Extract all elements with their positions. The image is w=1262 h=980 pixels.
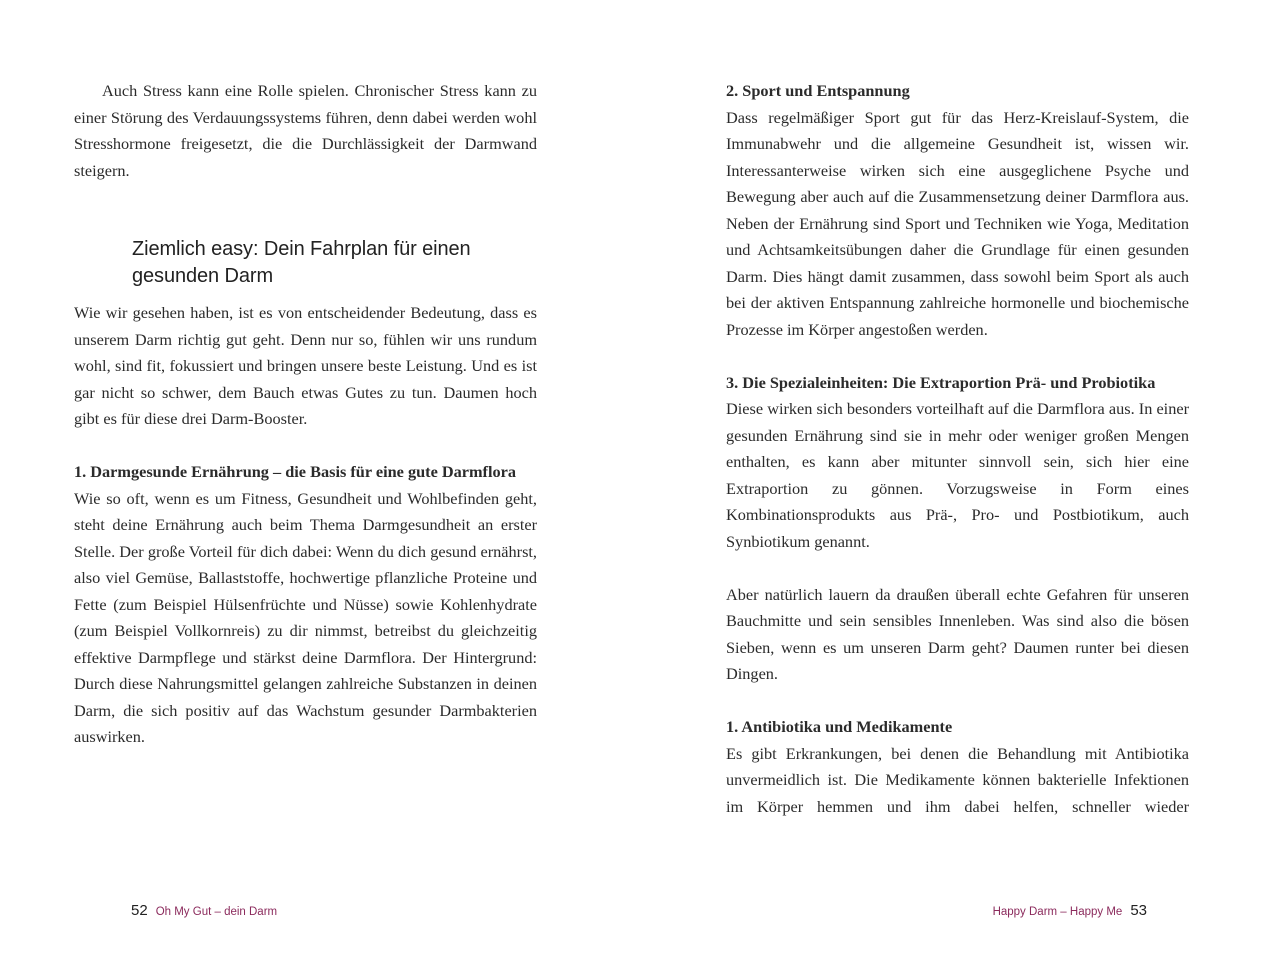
section-text-sport: Dass regelmäßiger Sport gut für das Herz-Kreislauf-System, die Immunabwehr und die allgemeine Gesundheit ist, wissen wir. Interessanterweise wirken sich eine ausgeglichene Psyche und Bewegung aber auch auf die Zusammensetzung deiner Darmflora aus. Neben der Ernährung sind Sport und Techniken wie Yoga, Meditation und Achtsamkeitsübungen daher die Grundlage für einen gesunden Darm. Dies hängt damit zusammen, dass sowohl beim Sport als auch bei der aktiven Entspannung zahlreiche hormonelle und biochemische Prozesse im Körper angestoßen werden. [726, 107, 1189, 339]
section-title-antibiotics: 1. Antibiotika und Medikamente [726, 717, 953, 736]
intro-body-paragraph: Wie wir gesehen haben, ist es von entscheidender Bedeutung, dass es unserem Darm richtig gut geht. Denn nur so, fühlen wir uns rundum wohl, sind fit, fokussiert und bringen unsere beste Leistung. Und es ist gar nicht so schwer, dem Bauch etwas Gutes zu tun. Daumen hoch gibt es für diese drei Darm-Booster. [74, 303, 537, 428]
section-title-nutrition: 1. Darmgesunde Ernährung – die Basis für eine gute Darmflora [74, 462, 517, 481]
left-footer [131, 902, 277, 920]
transition-paragraph: Aber natürlich lauern da draußen überall echte Gefahren für unseren Bauchmitte und sein sensibles Innenleben. Was sind also die bösen Sieben, wenn es um unseren Darm geht? Daumen runter bei diesen Dingen. [726, 584, 1189, 683]
right-text-column [726, 78, 1189, 820]
running-title-right: Happy Darm – Happy Me [992, 906, 1123, 918]
intro-paragraph: Auch Stress kann eine Rolle spielen. Chronischer Stress kann zu einer Störung des Verdauungssystems führen, denn dabei werden wohl Stresshormone freigesetzt, die die Durchlässigkeit der Darmwand steigern. [74, 81, 537, 180]
running-title-left: Oh My Gut – dein Darm [155, 906, 278, 918]
right-footer [993, 902, 1147, 920]
section-title-sport: 2. Sport und Entspannung [726, 81, 910, 100]
section-text-nutrition: Wie so oft, wenn es um Fitness, Gesundheit und Wohlbefinden geht, steht deine Ernährung auch beim Thema Darmgesundheit an erster Stelle. Der große Vorteil für dich dabei: Wenn du dich gesund ernährst, also viel Gemüse, Ballaststoffe, hochwertige pflanzliche Proteine und Fette (zum Beispiel Hülsenfrüchte und Nüsse) sowie Kohlenhydrate (zum Beispiel Vollkornreis) zu dir nimmst, betreibst du gleichzeitig effektive Darmpflege und stärkst deine Darmflora. Der Hintergrund: Durch diese Nahrungsmittel gelangen zahlreiche Substanzen in deinen Darm, die sich positiv auf das Wachstum gesunder Darmbakterien auswirken. [74, 488, 537, 746]
page-number-right: 53 [1130, 902, 1147, 919]
chapter-heading: Ziemlich easy: Dein Fahrplan für einen gesunden Darm [132, 238, 471, 287]
section-text-probiotics: Diese wirken sich besonders vorteilhaft auf die Darmflora aus. In einer gesunden Ernährung sind sie in mehr oder weniger großen Mengen enthalten, es kann aber mitunter sinnvoll sein, sich hier eine Extraportion zu gönnen. Vorzugsweise in Form eines Kombinationsprodukts aus Prä-, Pro- und Postbiotikum, auch Synbiotikum genannt. [726, 399, 1189, 551]
left-text-column [74, 78, 537, 751]
right-page [631, 0, 1262, 980]
section-title-probiotics: 3. Die Spezialeinheiten: Die Extraportion Prä- und Probiotika [726, 372, 1156, 392]
section-text-antibiotics: Es gibt Erkrankungen, bei denen die Behandlung mit Antibiotika unvermeidlich ist. Die Medikamente können bakterielle Infektionen im Körper hemmen und ihm dabei helfen, schneller wieder [726, 743, 1189, 816]
page-number-left: 52 [131, 902, 148, 919]
